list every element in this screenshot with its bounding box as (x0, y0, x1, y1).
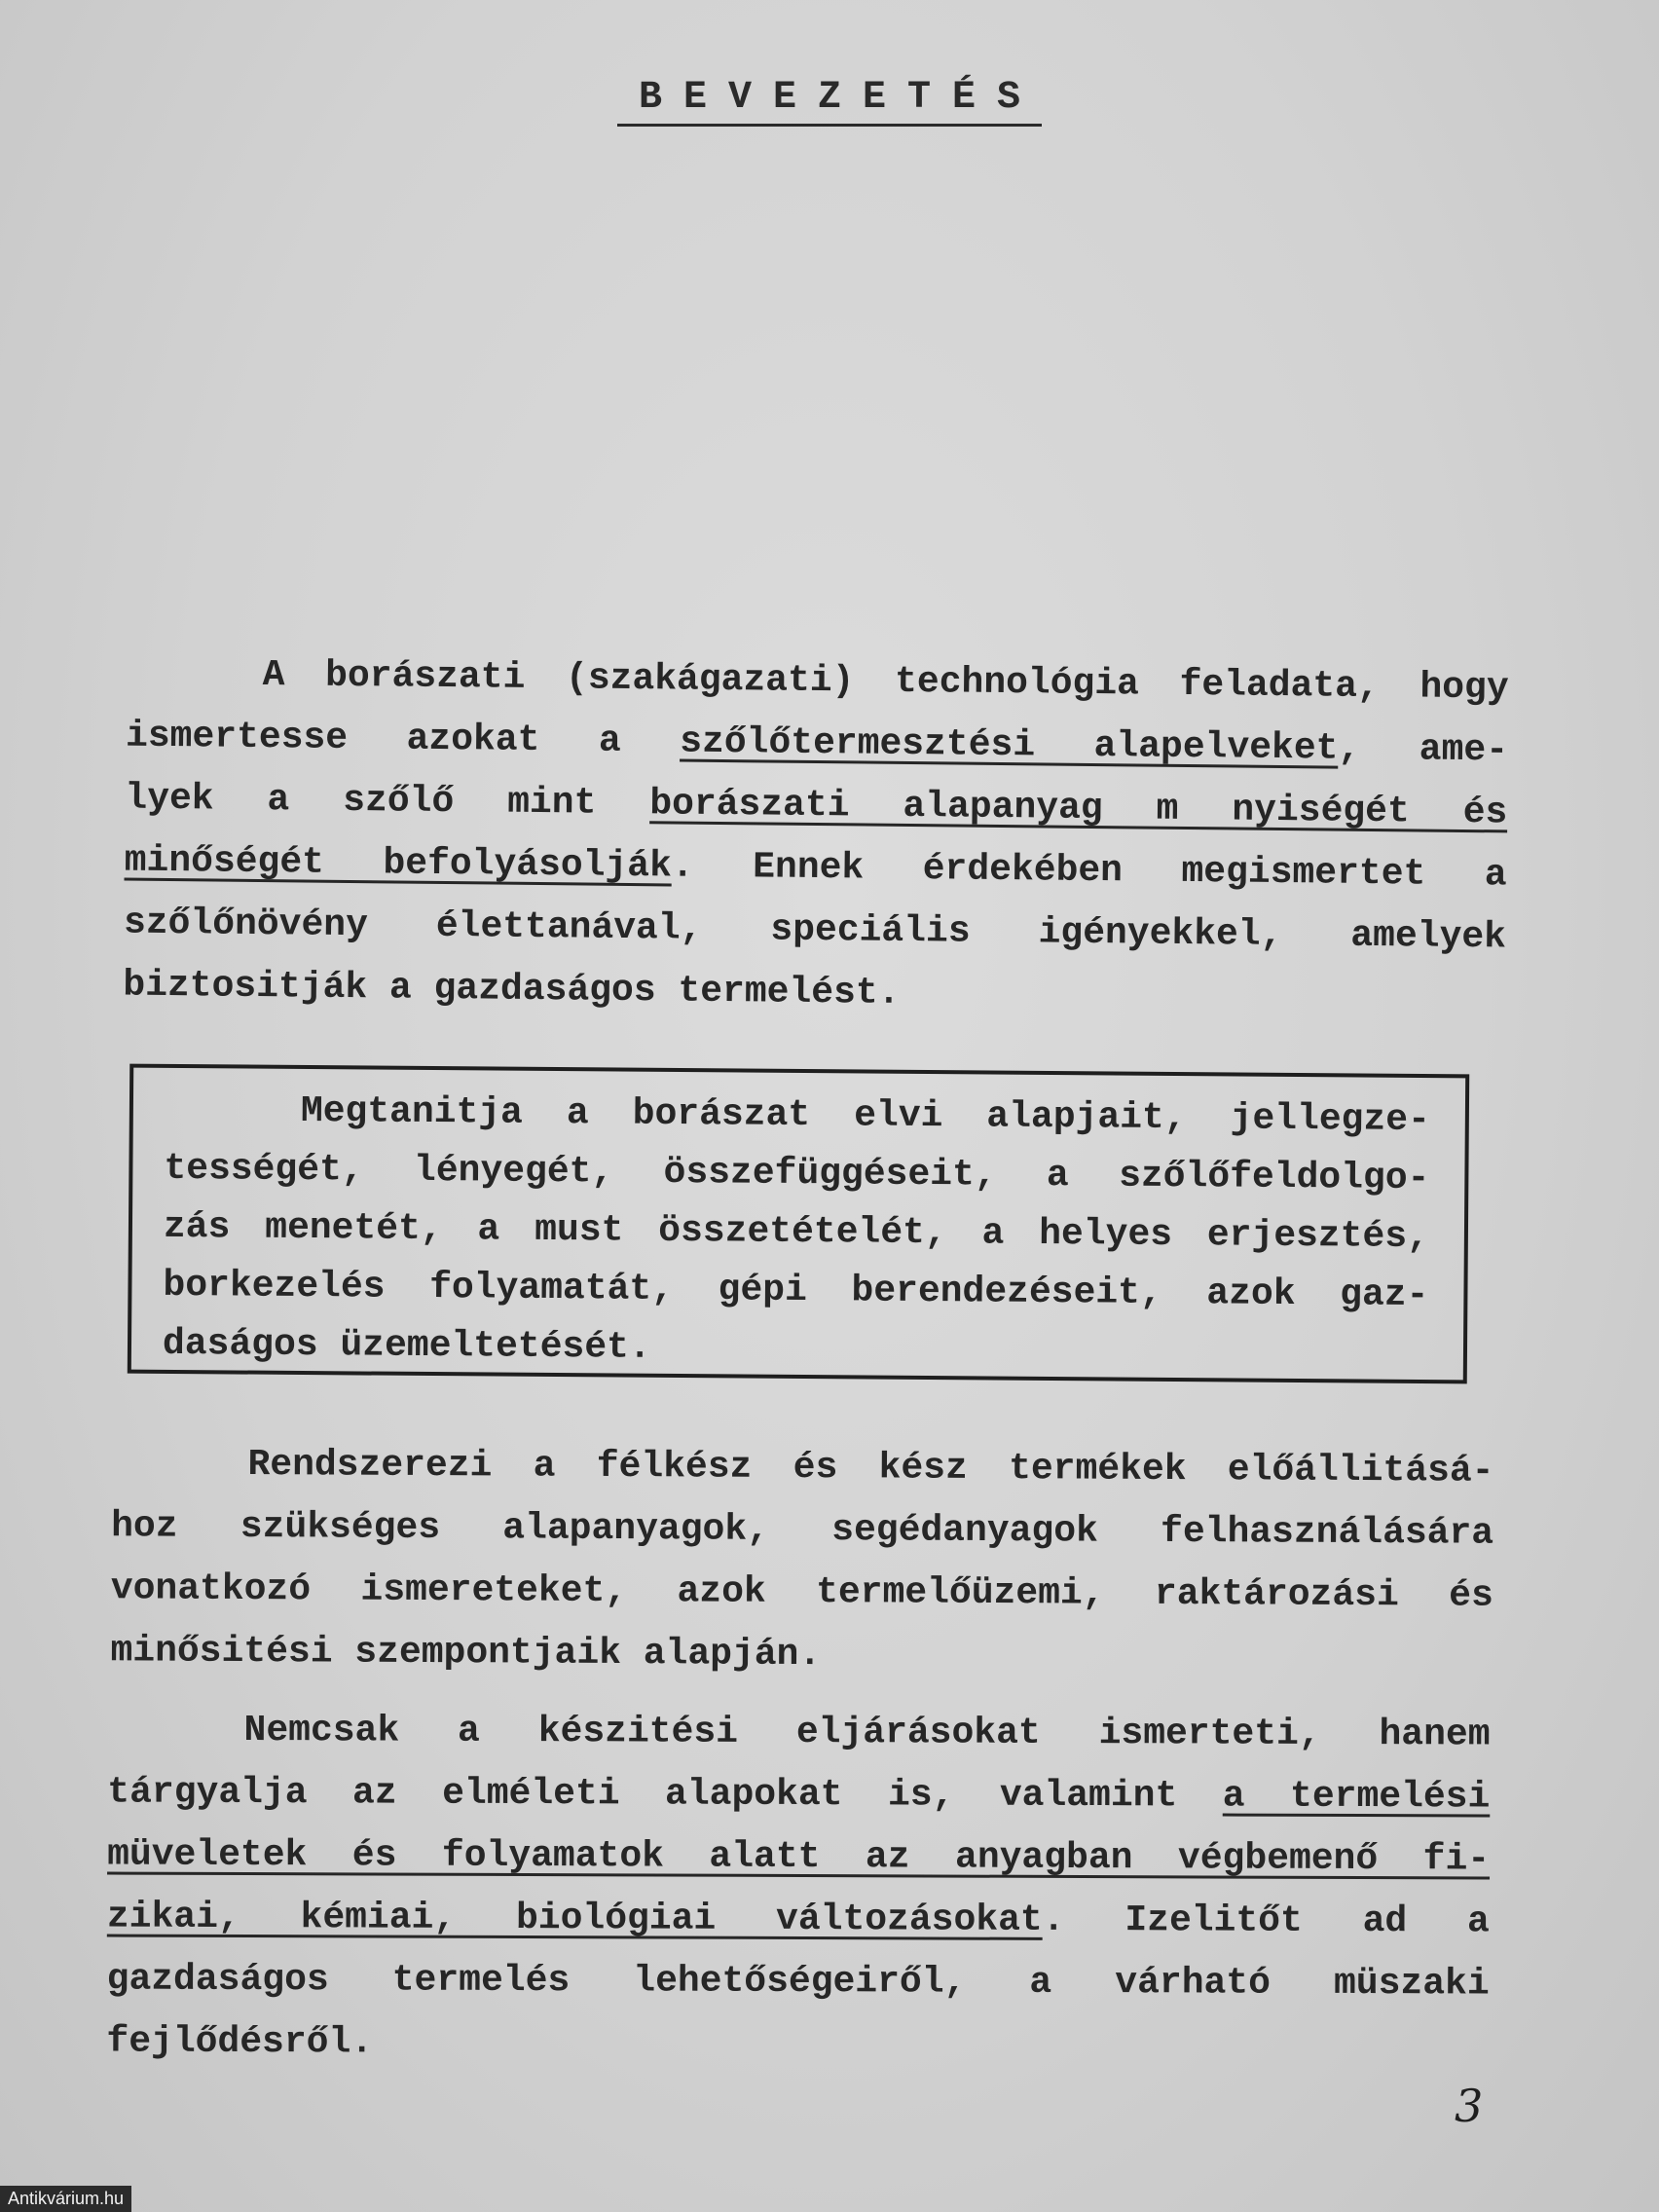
text-segment: gazdaságos termelés lehetőségeiről, a várható müszaki (106, 1958, 1490, 2006)
text-line (165, 1082, 1430, 1150)
text-segment: szőlőnövény élettanával, speciális igényekkel, amelyek (123, 902, 1507, 959)
text-segment: Nemcsak a készitési eljárásokat ismerteti, hanem (243, 1710, 1491, 1756)
methods-paragraph (106, 1700, 1490, 2079)
underlined-text: szőlőtermesztési alapelveket (680, 720, 1339, 770)
boxed-section (128, 1064, 1469, 1384)
text-segment: tességét, lényegét, összefüggéseit, a szőlőfeldolgo- (164, 1147, 1430, 1200)
page-title (0, 76, 1659, 120)
text-segment: minősitési szempontjaik alapján. (110, 1630, 822, 1677)
text-line (164, 1198, 1429, 1267)
text-segment: zás menetét, a must összetételét, a helyes erjesztés, (163, 1205, 1430, 1259)
text-segment: Rendszerezi a félkész és kész termékek előállitásá- (247, 1444, 1494, 1493)
boxed-paragraph (163, 1082, 1430, 1383)
text-line (107, 1949, 1490, 2016)
text-line (107, 1762, 1490, 1829)
text-line (111, 1558, 1493, 1627)
text-line (106, 2011, 1489, 2079)
text-line (110, 1620, 1493, 1689)
text-segment: tárgyalja az elméleti alapokat is, valamint (107, 1771, 1223, 1818)
text-line (107, 1825, 1490, 1892)
heading-text: BEVEZETÉS (617, 76, 1042, 127)
page-number: 3 (1455, 2080, 1484, 2132)
text-line (111, 1433, 1493, 1502)
text-line (164, 1140, 1429, 1208)
text-segment: ismertesse azokat a (125, 715, 681, 763)
underlined-text: minőségét befolyásolják (124, 839, 673, 888)
underlined-text: borászati alapanyag m nyiségét és (649, 783, 1508, 834)
text-segment: lyek a szőlő mint (125, 777, 650, 826)
text-line (111, 1495, 1493, 1565)
text-segment: borkezelés folyamatát, gépi berendezéseit, azok gaz- (163, 1264, 1429, 1317)
text-segment: . Ennek érdekében megismertet a (671, 845, 1507, 897)
text-segment: , ame- (1338, 727, 1509, 772)
text-segment: daságos üzemeltetését. (162, 1322, 651, 1369)
text-line (107, 1887, 1490, 1954)
text-segment: A borászati (szakágazati) technológia feladata, hogy (262, 654, 1509, 710)
intro-paragraph (123, 644, 1509, 1032)
watermark-label: Antikvárium.hu (0, 2186, 131, 2212)
text-line (163, 1315, 1428, 1383)
underlined-text: müveletek és folyamatok alatt az anyagban végbemenő fi- (107, 1833, 1491, 1881)
text-segment: biztositják a gazdaságos termelést. (123, 964, 901, 1014)
underlined-text: zikai, kémiai, biológiai változásokat (106, 1896, 1043, 1941)
text-segment: hoz szükséges alapanyagok, segédanyagok felhasználására (111, 1505, 1494, 1555)
systematization-paragraph (110, 1433, 1493, 1689)
text-segment: fejlődésről. (106, 2020, 374, 2064)
underlined-text: a termelési (1222, 1775, 1491, 1819)
text-segment: vonatkozó ismereteket, azok termelőüzemi, raktározási és (110, 1567, 1493, 1617)
text-line (107, 1700, 1490, 1767)
text-line (163, 1257, 1428, 1325)
text-segment: Megtanitja a borászat elvi alapjait, jellegze- (300, 1089, 1431, 1142)
text-segment: . Izelitőt ad a (1042, 1899, 1490, 1943)
